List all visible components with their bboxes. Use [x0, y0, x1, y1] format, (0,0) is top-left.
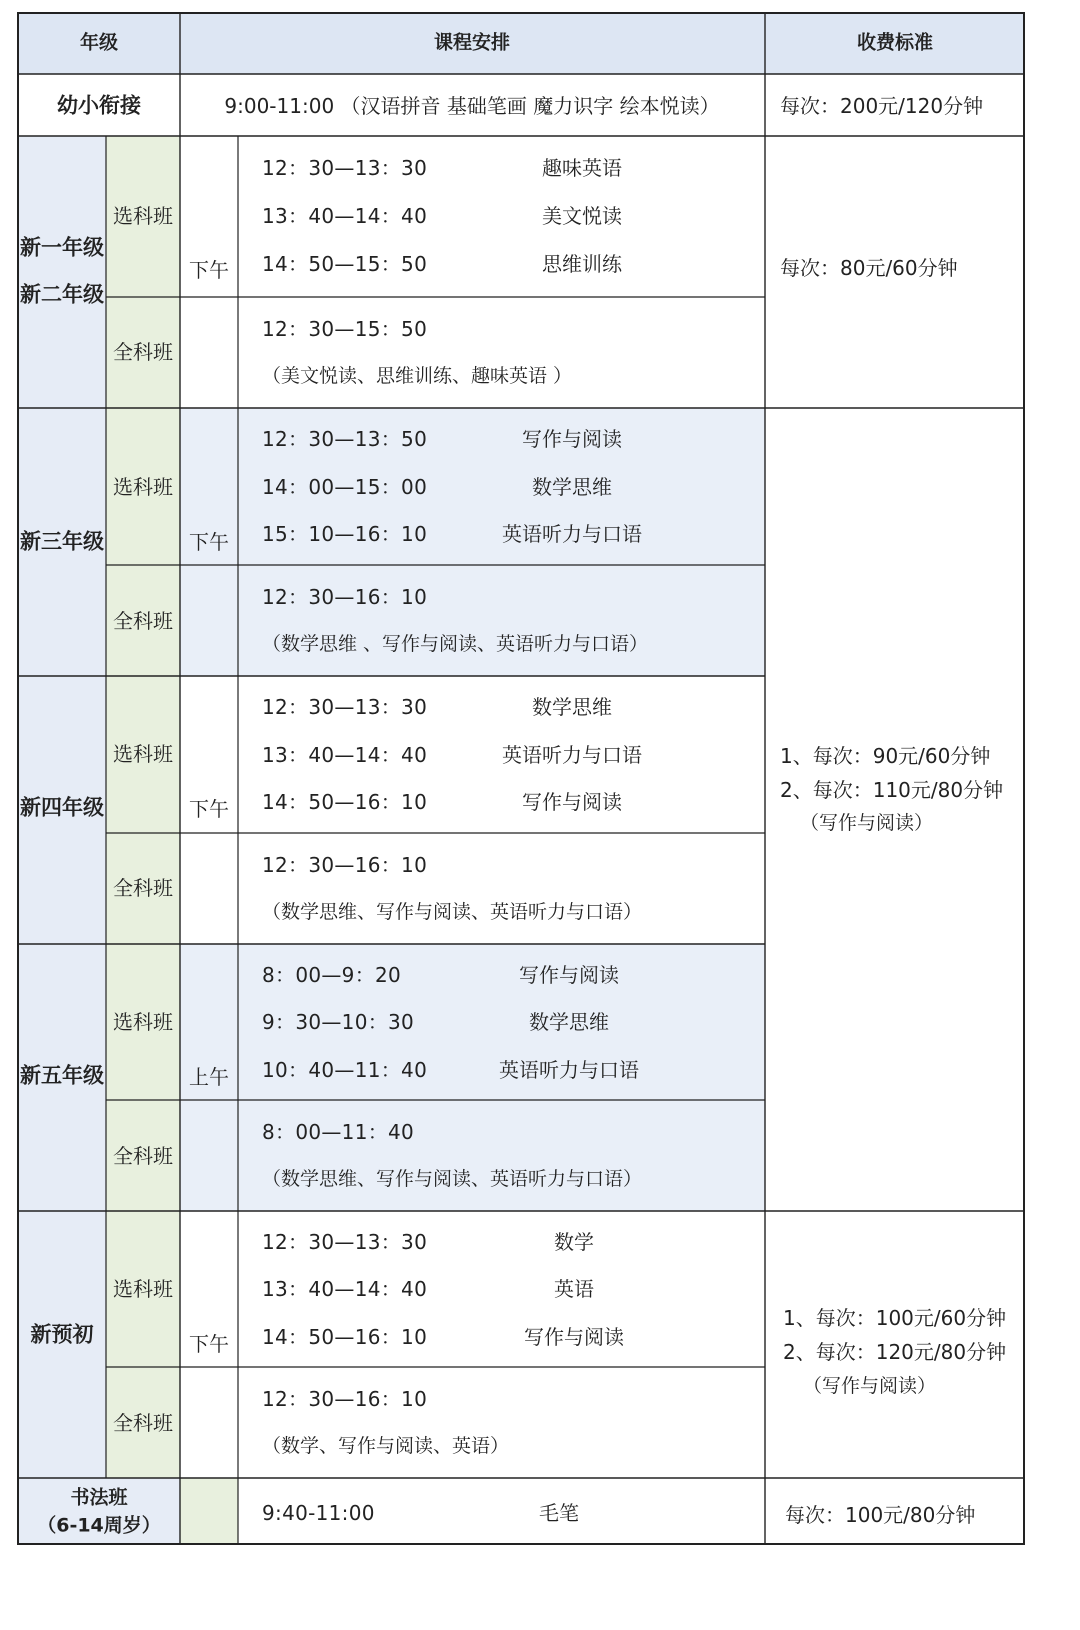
- session-time: 15：10—16：10: [262, 522, 428, 546]
- session-time: 12：30—13：50: [262, 427, 428, 451]
- full-class-subjects: （数学思维 、写作与阅读、英语听力与口语）: [262, 633, 649, 655]
- calligraphy-grade: 书法班: [70, 1486, 128, 1509]
- fee-grade345-line1: 1、每次：90元/60分钟: [780, 744, 991, 768]
- kindergarten-fee: 每次：200元/120分钟: [780, 94, 984, 118]
- session-subject: 写作与阅读: [522, 427, 622, 451]
- header-grade: 年级: [79, 31, 119, 54]
- header-schedule: 课程安排: [433, 31, 511, 54]
- full-class-label: 全科班: [113, 340, 173, 364]
- header-fee: 收费标准: [856, 31, 934, 54]
- kindergarten-grade: 幼小衔接: [57, 93, 141, 118]
- session-subject: 英语听力与口语: [502, 743, 642, 767]
- elective-class-label: 选科班: [113, 742, 173, 766]
- grade-label: 新五年级: [20, 1063, 104, 1088]
- full-class-label: 全科班: [113, 1144, 173, 1168]
- session-subject: 数学: [554, 1230, 594, 1254]
- session-subject: 写作与阅读: [522, 790, 622, 814]
- session-time: 14：50—15：50: [262, 252, 428, 276]
- session-time: 9：30—10：30: [262, 1010, 415, 1034]
- full-class-time: 8：00—11：40: [262, 1120, 415, 1144]
- session-subject: 英语听力与口语: [499, 1058, 639, 1082]
- session-time: 8：00—9：20: [262, 963, 402, 987]
- full-class-subjects: （数学、写作与阅读、英语）: [262, 1435, 510, 1457]
- period-label: 下午: [189, 1332, 229, 1356]
- session-time: 14：50—16：10: [262, 790, 428, 814]
- full-class-time: 12：30—16：10: [262, 585, 428, 609]
- session-time: 14：00—15：00: [262, 475, 428, 499]
- session-subject: 写作与阅读: [524, 1325, 624, 1349]
- fee-grade12: 每次：80元/60分钟: [780, 256, 958, 280]
- session-subject: 写作与阅读: [519, 963, 619, 987]
- session-subject: 数学思维: [532, 695, 612, 719]
- session-time: 12：30—13：30: [262, 156, 428, 180]
- grade-label: 新三年级: [20, 529, 104, 554]
- grade-label: 新一年级: [20, 235, 104, 260]
- session-subject: 英语听力与口语: [502, 522, 642, 546]
- session-time: 12：30—13：30: [262, 1230, 428, 1254]
- calligraphy-fee: 每次：100元/80分钟: [785, 1503, 976, 1527]
- period-label: 下午: [189, 530, 229, 554]
- full-class-label: 全科班: [113, 1411, 173, 1435]
- session-subject: 思维训练: [542, 252, 622, 276]
- calligraphy-time: 9:40-11:00: [262, 1501, 375, 1525]
- session-subject: 美文悦读: [542, 204, 622, 228]
- full-class-subjects: （数学思维、写作与阅读、英语听力与口语）: [262, 1168, 643, 1190]
- calligraphy-age: （6-14周岁）: [37, 1514, 161, 1537]
- elective-class-label: 选科班: [113, 1010, 173, 1034]
- kindergarten-schedule: 9:00-11:00 （汉语拼音 基础笔画 魔力识字 绘本悦读）: [224, 94, 720, 118]
- grade-label: 新预初: [30, 1322, 94, 1347]
- fee-grade6-line2: 2、每次：120元/80分钟: [783, 1340, 1007, 1364]
- session-subject: 趣味英语: [542, 156, 622, 180]
- session-subject: 数学思维: [532, 475, 612, 499]
- full-class-subjects: （数学思维、写作与阅读、英语听力与口语）: [262, 901, 643, 923]
- session-time: 10：40—11：40: [262, 1058, 428, 1082]
- period-label: 下午: [189, 797, 229, 821]
- session-time: 13：40—14：40: [262, 204, 428, 228]
- calligraphy-class-bg: [180, 1478, 238, 1545]
- full-class-time: 12：30—15：50: [262, 317, 428, 341]
- session-subject: 英语: [554, 1277, 594, 1301]
- session-time: 13：40—14：40: [262, 743, 428, 767]
- grade-label: 新四年级: [20, 795, 104, 820]
- fee-grade6-line1: 1、每次：100元/60分钟: [783, 1306, 1007, 1330]
- full-class-time: 12：30—16：10: [262, 853, 428, 877]
- full-class-label: 全科班: [113, 609, 173, 633]
- fee-grade345-line2: 2、每次：110元/80分钟: [780, 778, 1004, 802]
- full-class-label: 全科班: [113, 876, 173, 900]
- period-label: 下午: [189, 258, 229, 282]
- session-time: 12：30—13：30: [262, 695, 428, 719]
- session-subject: 数学思维: [529, 1010, 609, 1034]
- elective-class-label: 选科班: [113, 204, 173, 228]
- period-label: 上午: [189, 1065, 229, 1089]
- grade-label: 新二年级: [20, 282, 104, 307]
- full-class-subjects: （美文悦读、思维训练、趣味英语 ）: [262, 365, 573, 387]
- session-time: 14：50—16：10: [262, 1325, 428, 1349]
- elective-class-label: 选科班: [113, 475, 173, 499]
- elective-class-label: 选科班: [113, 1277, 173, 1301]
- full-class-time: 12：30—16：10: [262, 1387, 428, 1411]
- session-time: 13：40—14：40: [262, 1277, 428, 1301]
- fee-schedule-table: [17, 12, 1065, 1612]
- calligraphy-subject: 毛笔: [539, 1501, 579, 1525]
- fee-grade345-note: （写作与阅读）: [800, 812, 934, 834]
- fee-grade6-note: （写作与阅读）: [803, 1375, 937, 1397]
